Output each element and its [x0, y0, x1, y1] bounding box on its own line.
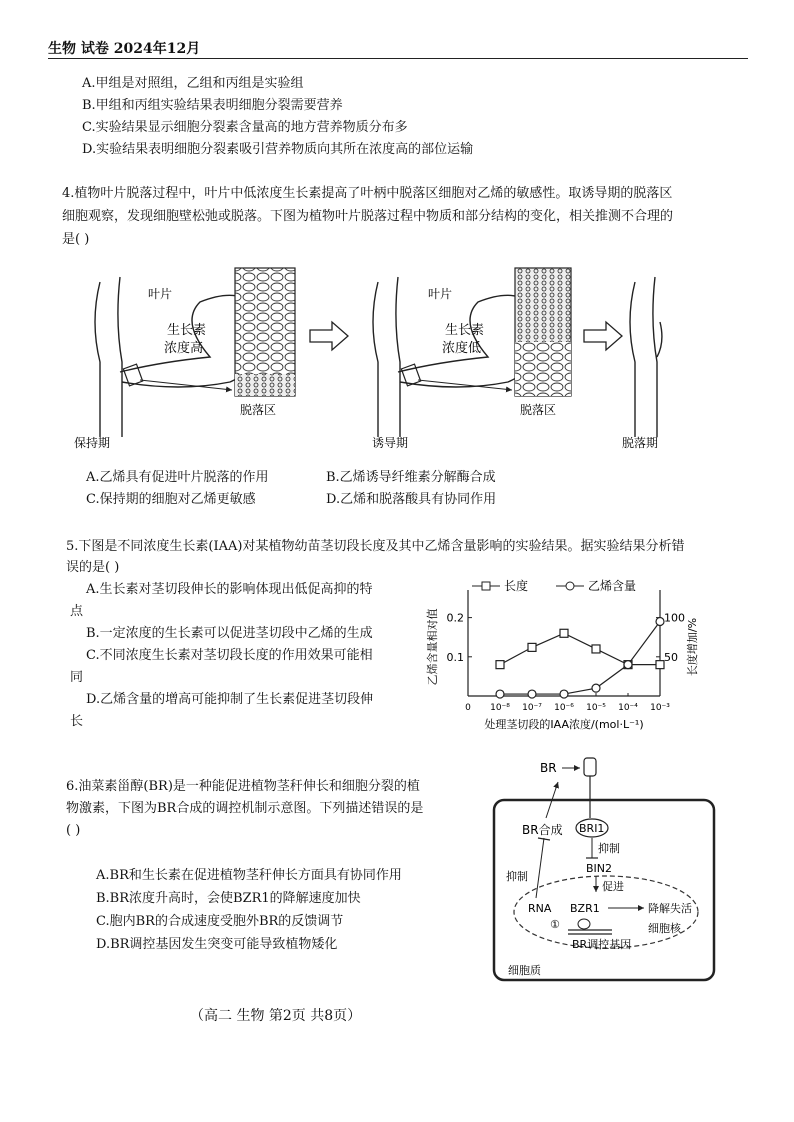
x-tick-label: 10⁻⁸: [490, 703, 510, 713]
page-footer: （高二 生物 第2页 共8页）: [190, 1008, 362, 1024]
x-axis-label: 处理茎切段的IAA浓度/(mol·L⁻¹): [484, 718, 644, 731]
x-tick-label: 0: [465, 703, 471, 713]
data-point-square: [560, 629, 568, 637]
q6-option-b: B.BR浓度升高时，会使BZR1的降解速度加快: [96, 891, 361, 906]
stage1-label: 保持期: [74, 436, 111, 450]
q6-br-diagram: [488, 752, 738, 992]
q5-option-c-cont: 同: [70, 670, 84, 685]
q6-stem-line3: ( ): [66, 823, 81, 838]
stage1-leaf-label: 叶片: [148, 287, 173, 301]
data-point-square: [496, 661, 504, 669]
q3-option-a: A.甲组是对照组，乙组和丙组是实验组: [82, 76, 304, 91]
legend-label-length: 长度: [504, 579, 529, 593]
data-point-square: [656, 661, 664, 669]
x-tick-label: 10⁻⁷: [522, 703, 542, 713]
data-point-square: [528, 643, 536, 651]
q5-stem-line1: 5.下图是不同浓度生长素(IAA)对某植物幼苗茎切段长度及其中乙烯含量影响的实验结果。据实验结果分析错: [66, 539, 685, 554]
legend-label-ethylene: 乙烯含量: [588, 579, 637, 593]
inhibit-left-label: 抑制: [506, 870, 528, 883]
q4-stem-line3: 是( ): [62, 232, 90, 247]
stage2-auxin-label-1: 生长素: [445, 323, 485, 338]
legend-marker-circle: [566, 582, 574, 590]
q6-option-d: D.BR调控基因发生突变可能导致植物矮化: [96, 937, 338, 952]
stage2-abscission-layer: [515, 342, 571, 396]
x-tick-label: 10⁻⁴: [618, 703, 638, 713]
y-axis-right-label: 长度增加/%: [686, 617, 699, 677]
bin2-label: BIN2: [586, 862, 613, 875]
br-synthesis-label: BR合成: [522, 823, 563, 837]
q5-stem-line2: 误的是( ): [66, 560, 120, 575]
q5-option-a: A.生长素对茎切段伸长的影响体现出低促高抑的特: [86, 582, 373, 597]
stage2-leaf-label: 叶片: [428, 287, 453, 301]
data-point-circle: [560, 690, 568, 698]
q4-option-a: A.乙烯具有促进叶片脱落的作用: [86, 470, 269, 485]
data-point-square: [592, 645, 600, 653]
q4-option-d: D.乙烯和脱落酸具有协同作用: [326, 492, 497, 507]
data-point-circle: [656, 618, 664, 626]
br-gene-label: BR调控基因: [572, 938, 632, 951]
degrade-label: 降解失活: [648, 902, 692, 915]
q5-option-a-cont: 点: [70, 604, 84, 619]
q4-option-b: B.乙烯诱导纤维素分解酶合成: [326, 470, 496, 485]
q5-option-d-cont: 长: [70, 714, 84, 729]
data-point-circle: [592, 684, 600, 692]
q4-stem-line2: 细胞观察，发现细胞壁松弛或脱落。下图为植物叶片脱落过程中物质和部分结构的变化，相关推测不合理的: [62, 209, 674, 224]
q4-stem-line1: 4.植物叶片脱落过程中，叶片中低浓度生长素提高了叶柄中脱落区细胞对乙烯的敏感性。取诱导期的脱落区: [62, 186, 673, 201]
step1-label: ①: [550, 918, 560, 931]
bri1-label: BRI1: [579, 822, 605, 835]
stage3-label: 脱落期: [622, 436, 659, 450]
receptor-icon: [584, 758, 596, 776]
stage1-auxin-label-2: 浓度高: [164, 341, 204, 356]
q4-option-c: C.保持期的细胞对乙烯更敏感: [86, 492, 256, 507]
q3-option-c: C.实验结果显示细胞分裂素含量高的地方营养物质分布多: [82, 120, 408, 135]
q6-option-a: A.BR和生长素在促进植物茎秆伸长方面具有协同作用: [96, 868, 402, 883]
q3-option-b: B.甲组和丙组实验结果表明细胞分裂需要营养: [82, 98, 343, 113]
nucleus-label: 细胞核: [648, 922, 681, 935]
stage2-abscission-label: 脱落区: [520, 403, 557, 417]
y-left-tick-label: 0.1: [446, 650, 464, 664]
br-label: BR: [540, 761, 557, 775]
stage2-auxin-label-2: 浓度低: [442, 341, 482, 356]
q5-chart: [420, 578, 750, 738]
series-line-square: [500, 633, 660, 664]
rna-label: RNA: [528, 902, 552, 915]
x-tick-label: 10⁻⁶: [554, 703, 574, 713]
legend-marker-square: [482, 582, 490, 590]
y-axis-left-label: 乙烯含量相对值: [426, 608, 439, 686]
y-right-tick-label: 50: [664, 650, 678, 664]
data-point-circle: [624, 661, 632, 669]
inhibit-right-label: 抑制: [598, 842, 620, 855]
q5-option-b: B.一定浓度的生长素可以促进茎切段中乙烯的生成: [86, 626, 373, 641]
y-left-tick-label: 0.2: [446, 611, 464, 625]
arrow-right-icon: [310, 322, 348, 350]
cytoplasm-label: 细胞质: [508, 964, 541, 977]
data-point-circle: [496, 690, 504, 698]
stage1-auxin-label-1: 生长素: [167, 323, 207, 338]
q6-stem-line1: 6.油菜素甾醇(BR)是一种能促进植物茎秆伸长和细胞分裂的植: [66, 779, 420, 794]
stage1-abscission-label: 脱落区: [240, 403, 277, 417]
q4-abscission-figure: [60, 262, 750, 462]
stage2-label: 诱导期: [372, 436, 409, 450]
x-tick-label: 10⁻⁵: [586, 703, 606, 713]
data-point-circle: [528, 690, 536, 698]
q5-option-d: D.乙烯含量的增高可能抑制了生长素促进茎切段伸: [86, 692, 374, 707]
header-rule: [48, 58, 748, 59]
stage1-abscission-layer: [235, 374, 295, 396]
q5-option-c: C.不同浓度生长素对茎切段长度的作用效果可能相: [86, 648, 373, 663]
q6-option-c: C.胞内BR的合成速度受胞外BR的反馈调节: [96, 914, 344, 929]
stage3-plant: [630, 277, 662, 437]
page-header: 生物 试卷 2024年12月: [48, 41, 201, 57]
promote-label: 促进: [602, 880, 624, 893]
bzr1-label: BZR1: [570, 902, 600, 915]
series-line-circle: [500, 622, 660, 695]
x-tick-label: 10⁻³: [650, 703, 670, 713]
q6-stem-line2: 物激素，下图为BR合成的调控机制示意图。下列描述错误的是: [66, 801, 424, 816]
y-right-tick-label: 100: [664, 611, 685, 625]
arrow-right-icon: [584, 322, 622, 350]
q3-option-d: D.实验结果表明细胞分裂素吸引营养物质向其所在浓度高的部位运输: [82, 142, 474, 157]
